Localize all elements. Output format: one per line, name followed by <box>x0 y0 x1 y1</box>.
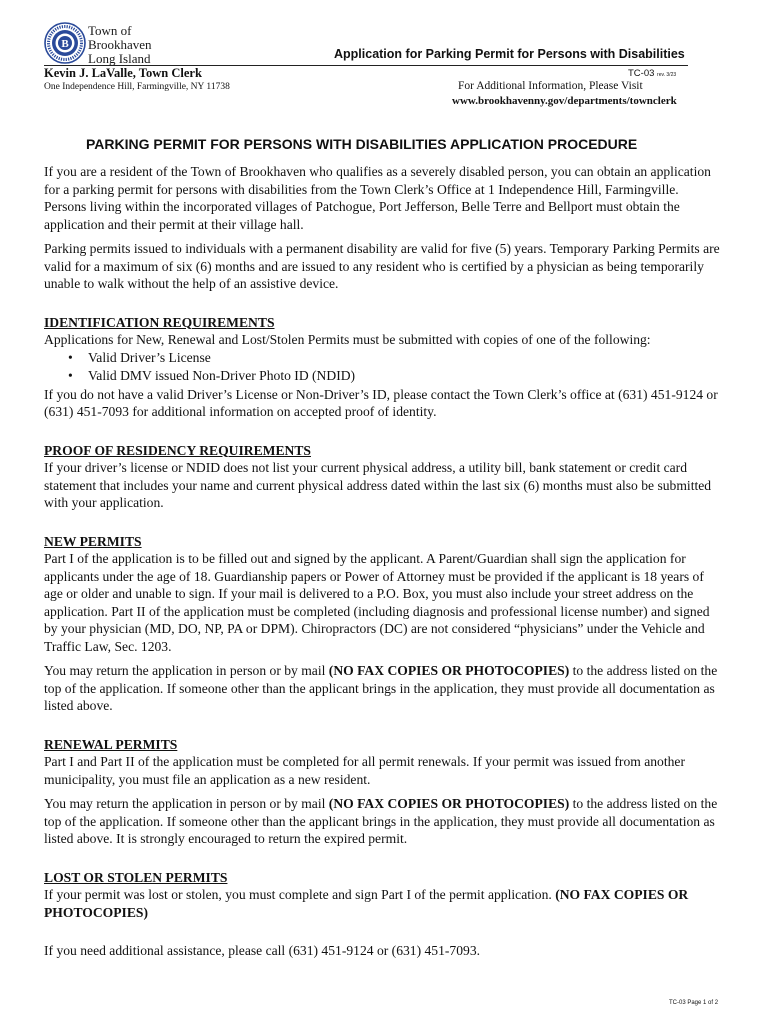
closing-line: If you need additional assistance, please call (631) 451-9124 or (631) 451-7093. <box>44 943 481 958</box>
new-permits-return <box>44 662 724 715</box>
info-url: www.brookhavenny.gov/departments/townclerk <box>452 95 677 107</box>
lost-stolen-heading: LOST OR STOLEN PERMITS <box>44 869 228 885</box>
return-text: to the address listed on the top of the application. If someone other than the applicant brings in the application, they must provide all documentation as listed above. <box>44 663 718 713</box>
document-body <box>44 163 724 967</box>
town-line: Brookhaven <box>88 37 152 52</box>
identification-heading: IDENTIFICATION REQUIREMENTS <box>44 314 275 330</box>
intro-paragraph: Parking permits issued to individuals with a permanent disability are valid for five (5) years. Temporary Parking Permits are valid for a maximum of six (6) months and are issued to any resident who is certified by a physician as being temporarily unable to walk without the help of an assistive device. <box>44 241 720 291</box>
town-seal-icon <box>44 22 86 64</box>
identification-list <box>44 349 724 386</box>
renewal-permits-heading: RENEWAL PERMITS <box>44 736 178 752</box>
application-title: Application for Parking Permit for Persons with Disabilities <box>334 47 685 61</box>
info-label: For Additional Information, Please Visit <box>458 80 643 92</box>
clerk-name: Kevin J. LaValle, Town Clerk <box>44 66 202 80</box>
list-item: • Valid DMV issued Non-Driver Photo ID (NDID) <box>88 367 724 386</box>
form-number-code: TC-03 <box>628 68 655 79</box>
page-footer: TC-03 Page 1 of 2 <box>669 1000 719 1006</box>
form-revision: rev. 3/23 <box>657 72 677 78</box>
new-permits-heading: NEW PERMITS <box>44 533 142 549</box>
new-permits-text: Part I of the application is to be filled out and signed by the applicant. A Parent/Guardian shall sign the application for applicants under the age of 18. Guardianship papers or Power of Attorney must be provided if the applicant is 18 years of age or older and unable to sign. If your mail is delivered to a P.O. Box, you must also include your street address on the application. Part II of the application must be completed (including diagnosis and professional license number) and signed by your physician (MD, DO, NP, PA or DPM). Chiropractors (DC) are not considered “physicians” under the Vehicle and Traffic Law, Sec. 1203. <box>44 551 710 654</box>
identification-lead: Applications for New, Renewal and Lost/Stolen Permits must be submitted with copies of one of the following: <box>44 332 651 347</box>
lost-stolen-text <box>44 886 724 921</box>
form-number <box>628 68 676 79</box>
clerk-address: One Independence Hill, Farmingville, NY 11738 <box>44 82 230 92</box>
return-text: You may return the application in person or by mail <box>44 796 329 811</box>
no-fax-notice: (NO FAX COPIES OR PHOTOCOPIES) <box>44 887 689 920</box>
residency-text: If your driver’s license or NDID does not list your current physical address, a utility bill, bank statement or credit card statement that includes your name and current physical address dated within the last six (6) months must also be submitted with your application. <box>44 460 712 510</box>
renewal-permits-text: Part I and Part II of the application must be completed for all permit renewals. If your permit was issued from another municipality, you must file an application as a new resident. <box>44 754 685 787</box>
page-title: PARKING PERMIT FOR PERSONS WITH DISABILITIES APPLICATION PROCEDURE <box>86 136 638 152</box>
no-fax-notice: (NO FAX COPIES OR PHOTOCOPIES) <box>328 796 570 811</box>
renewal-permits-return <box>44 795 724 848</box>
intro-paragraph: If you are a resident of the Town of Brookhaven who qualifies as a severely disabled person, you can obtain an application for a parking permit for persons with disabilities from the Town Clerk’s Office at 1 Independence Hill, Farmingville. Persons living within the incorporated villages of Patchogue, Port Jefferson, Belle Terre and Bellport must obtain the application and their permit at their village hall. <box>44 164 711 232</box>
return-text: to the address listed on the top of the application. If someone other than the applicant brings in the application, they must provide all documentation as listed above. It is strongly encouraged to return the expired permit. <box>44 796 718 846</box>
town-name <box>88 24 152 66</box>
residency-heading: PROOF OF RESIDENCY REQUIREMENTS <box>44 442 311 458</box>
town-line: Town of <box>88 23 132 38</box>
town-line: Long Island <box>88 51 151 66</box>
lost-stolen-instructions: If your permit was lost or stolen, you must complete and sign Part I of the permit application. <box>44 887 556 902</box>
return-text: You may return the application in person or by mail <box>44 663 329 678</box>
svg-text:B: B <box>61 38 69 50</box>
list-item: • Valid Driver’s License <box>88 349 724 368</box>
no-fax-notice: (NO FAX COPIES OR PHOTOCOPIES) <box>328 663 570 678</box>
identification-note: If you do not have a valid Driver’s License or Non-Driver’s ID, please contact the Town Clerk’s office at (631) 451-9124 or (631) 451-7093 for additional information on accepted proof of identity. <box>44 386 718 419</box>
